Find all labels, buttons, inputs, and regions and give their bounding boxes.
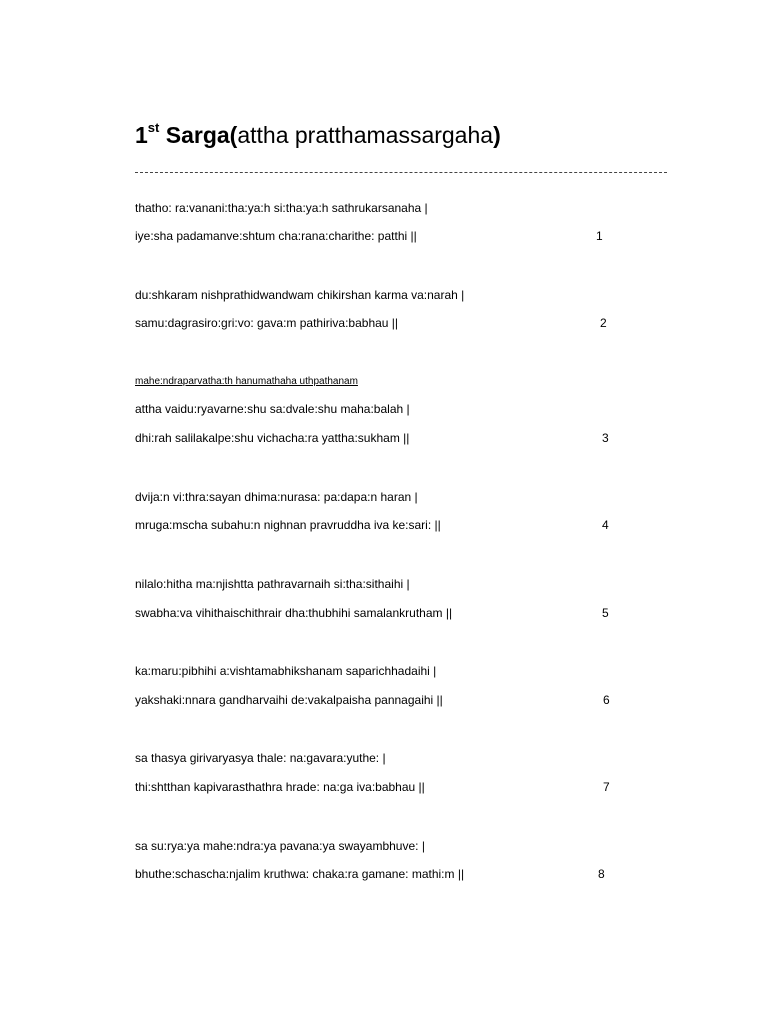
verse-8-number: 8 (598, 867, 605, 881)
verse-7-line-2: thi:shtthan kapivarasthathra hrade: na:ga iva:babhau || (135, 780, 425, 794)
dashed-divider (135, 172, 667, 173)
verse-7-line-1: sa thasya girivaryasya thale: na:gavara:yuthe: | (135, 751, 386, 765)
verse-5-line-2: swabha:va vihithaischithrair dha:thubhihi samalankrutham || (135, 606, 453, 620)
page-title (135, 122, 501, 149)
verse-6-line-2: yakshaki:nnara gandharvaihi de:vakalpaisha pannagaihi || (135, 693, 443, 707)
verse-5-number: 5 (602, 606, 609, 620)
verse-5-line-1: nilalo:hitha ma:njishtta pathravarnaih si:tha:sithaihi | (135, 577, 410, 591)
verse-2-number: 2 (600, 316, 607, 330)
verse-4-line-2: mruga:mscha subahu:n nighnan pravruddha iva ke:sari: || (135, 518, 441, 532)
verse-7-number: 7 (603, 780, 610, 794)
verse-2-line-2: samu:dagrasiro:gri:vo: gava:m pathiriva:babhau || (135, 316, 399, 330)
section-heading: mahe:ndraparvatha:th hanumathaha uthpathanam (135, 376, 358, 387)
verse-8-line-1: sa su:rya:ya mahe:ndra:ya pavana:ya swayambhuve: | (135, 839, 425, 853)
verse-2-line-1: du:shkaram nishprathidwandwam chikirshan karma va:narah | (135, 288, 465, 302)
title-subtitle: attha pratthamassargaha (237, 122, 494, 148)
verse-3-number: 3 (602, 431, 609, 445)
verse-1-number: 1 (596, 229, 603, 243)
title-close-paren: ) (493, 122, 501, 148)
verse-8-line-2: bhuthe:schascha:njalim kruthwa: chaka:ra gamane: mathi:m || (135, 867, 465, 881)
verse-6-number: 6 (603, 693, 610, 707)
verse-4-line-1: dvija:n vi:thra:sayan dhima:nurasa: pa:dapa:n haran | (135, 490, 418, 504)
title-sarga: Sarga( (165, 122, 238, 148)
verse-6-line-1: ka:maru:pibhihi a:vishtamabhikshanam saparichhadaihi | (135, 664, 437, 678)
verse-1-line-1: thatho: ra:vanani:tha:ya:h si:tha:ya:h sathrukarsanaha | (135, 201, 428, 215)
verse-3-line-2: dhi:rah salilakalpe:shu vichacha:ra yattha:sukham || (135, 431, 410, 445)
title-number: 1 (135, 122, 148, 148)
verse-4-number: 4 (602, 518, 609, 532)
verse-3-line-1: attha vaidu:ryavarne:shu sa:dvale:shu maha:balah | (135, 402, 410, 416)
verse-1-line-2: iye:sha padamanve:shtum cha:rana:charithe: patthi || (135, 229, 417, 243)
title-superscript: st (147, 120, 160, 136)
